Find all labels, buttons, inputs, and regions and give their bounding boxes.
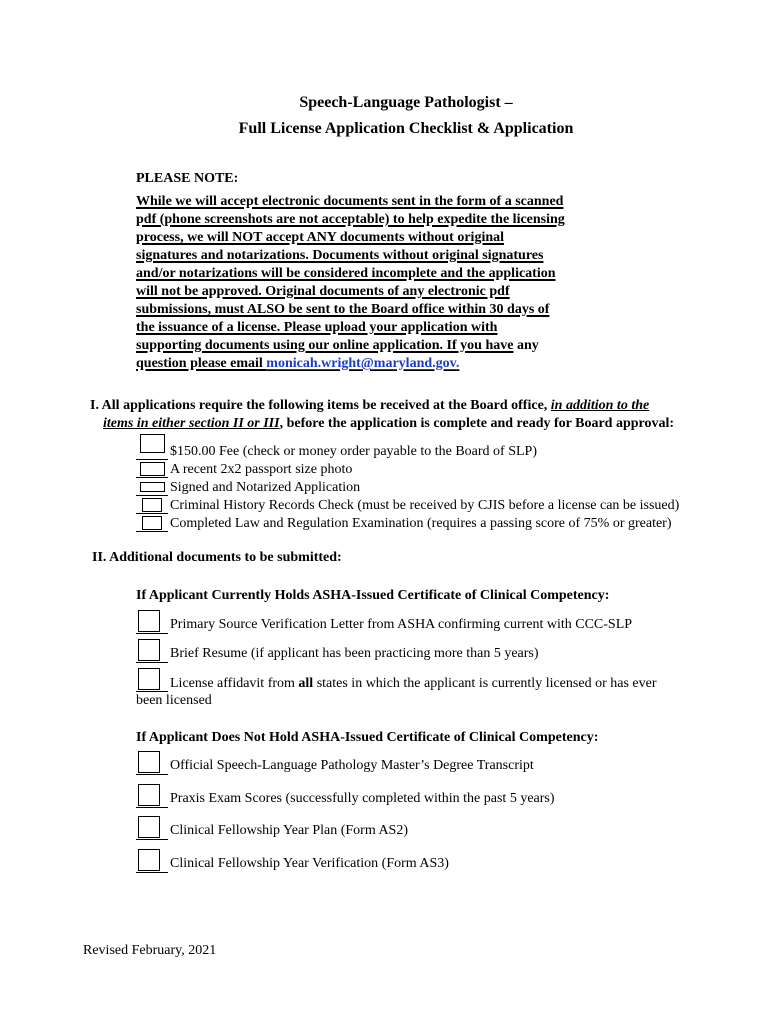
- item-license-affidavit: [170, 676, 656, 692]
- item-transcript: Official Speech-Language Pathology Master’s Degree Transcript: [170, 758, 534, 773]
- section2-heading: II. Additional documents to be submitted:: [92, 550, 342, 565]
- item-photo: A recent 2x2 passport size photo: [170, 462, 353, 477]
- note-line: pdf (phone screenshots are not acceptable) to help expedite the licensing: [136, 212, 565, 227]
- note-line: signatures and notarizations. Documents without original signatures: [136, 248, 544, 263]
- note-email-line: [136, 356, 459, 372]
- note-email-prefix: question please email: [136, 356, 267, 371]
- note-line: the issuance of a license. Please upload your application with: [136, 320, 498, 335]
- item-resume: Brief Resume (if applicant has been practicing more than 5 years): [170, 646, 539, 661]
- blank-line: [136, 774, 168, 775]
- checkbox-fee[interactable]: [140, 434, 165, 453]
- page-title-line2: Full License Application Checklist & Application: [238, 120, 574, 137]
- section1-heading-emphasis-2: items in either section II or III: [103, 416, 280, 431]
- affidavit-text: License affidavit from: [170, 676, 299, 691]
- blank-line: [136, 459, 168, 460]
- not-hold-asha-heading: If Applicant Does Not Hold ASHA-Issued Certificate of Clinical Competency:: [136, 730, 599, 745]
- note-line: submissions, must ALSO be sent to the Board office within 30 days of: [136, 302, 550, 317]
- email-link[interactable]: monicah.wright@maryland.gov.: [266, 356, 460, 371]
- note-line: [136, 338, 539, 354]
- note-heading: PLEASE NOTE:: [136, 171, 239, 186]
- blank-line: [136, 839, 168, 840]
- checkbox-primary-source[interactable]: [138, 610, 160, 632]
- section1-heading-text: I. All applications require the following items be received at the Board office,: [90, 398, 551, 413]
- note-line-text: supporting documents using our online application. If you have: [136, 338, 514, 353]
- item-primary-source: Primary Source Verification Letter from ASHA confirming current with CCC-SLP: [170, 617, 633, 632]
- section1-heading-text-2: , before the application is complete and ready for Board approval:: [279, 416, 675, 431]
- item-law-exam: Completed Law and Regulation Examination (requires a passing score of 75% or greater): [170, 516, 672, 531]
- item-fee: $150.00 Fee (check or money order payable to the Board of SLP): [170, 444, 538, 459]
- item-praxis: Praxis Exam Scores (successfully completed within the past 5 years): [170, 791, 555, 806]
- blank-line: [136, 531, 168, 532]
- item-cfy-verification: Clinical Fellowship Year Verification (Form AS3): [170, 856, 449, 871]
- blank-line: [136, 662, 168, 663]
- checkbox-criminal-history[interactable]: [142, 498, 162, 512]
- checkbox-cfy-plan[interactable]: [138, 816, 160, 838]
- affidavit-text-2: states in which the applicant is currently licensed or has ever: [313, 676, 657, 691]
- blank-line: [136, 691, 168, 692]
- affidavit-bold: all: [298, 676, 314, 691]
- holds-asha-heading: If Applicant Currently Holds ASHA-Issued Certificate of Clinical Competency:: [136, 588, 610, 603]
- checkbox-law-exam[interactable]: [142, 516, 162, 530]
- checkbox-transcript[interactable]: [138, 751, 160, 773]
- checkbox-photo[interactable]: [140, 462, 165, 476]
- note-line: process, we will NOT accept ANY documents without original: [136, 230, 505, 245]
- item-signed-application: Signed and Notarized Application: [170, 480, 361, 495]
- blank-line: [136, 513, 168, 514]
- blank-line: [136, 633, 168, 634]
- item-license-affidavit-cont: been licensed: [136, 693, 212, 708]
- blank-line: [136, 807, 168, 808]
- section1-heading-emphasis: in addition to the: [550, 398, 650, 413]
- checkbox-resume[interactable]: [138, 639, 160, 661]
- note-line: While we will accept electronic documents sent in the form of a scanned: [136, 194, 564, 209]
- blank-line: [136, 872, 168, 873]
- blank-line: [136, 495, 168, 496]
- item-cfy-plan: Clinical Fellowship Year Plan (Form AS2): [170, 823, 409, 838]
- checkbox-signed-application[interactable]: [140, 482, 165, 492]
- note-line-tail: any: [513, 338, 539, 353]
- blank-line: [136, 477, 168, 478]
- section1-heading-cont: [103, 416, 674, 432]
- checkbox-license-affidavit[interactable]: [138, 668, 160, 690]
- item-criminal-history: Criminal History Records Check (must be received by CJIS before a license can be issued): [170, 498, 680, 513]
- note-line: will not be approved. Original documents of any electronic pdf: [136, 284, 510, 299]
- page-title-line1: Speech-Language Pathologist –: [299, 94, 513, 111]
- checkbox-cfy-verification[interactable]: [138, 849, 160, 871]
- note-line: and/or notarizations will be considered incomplete and the application: [136, 266, 556, 281]
- section1-heading: [90, 398, 649, 414]
- revised-date: Revised February, 2021: [83, 943, 217, 958]
- checkbox-praxis[interactable]: [138, 784, 160, 806]
